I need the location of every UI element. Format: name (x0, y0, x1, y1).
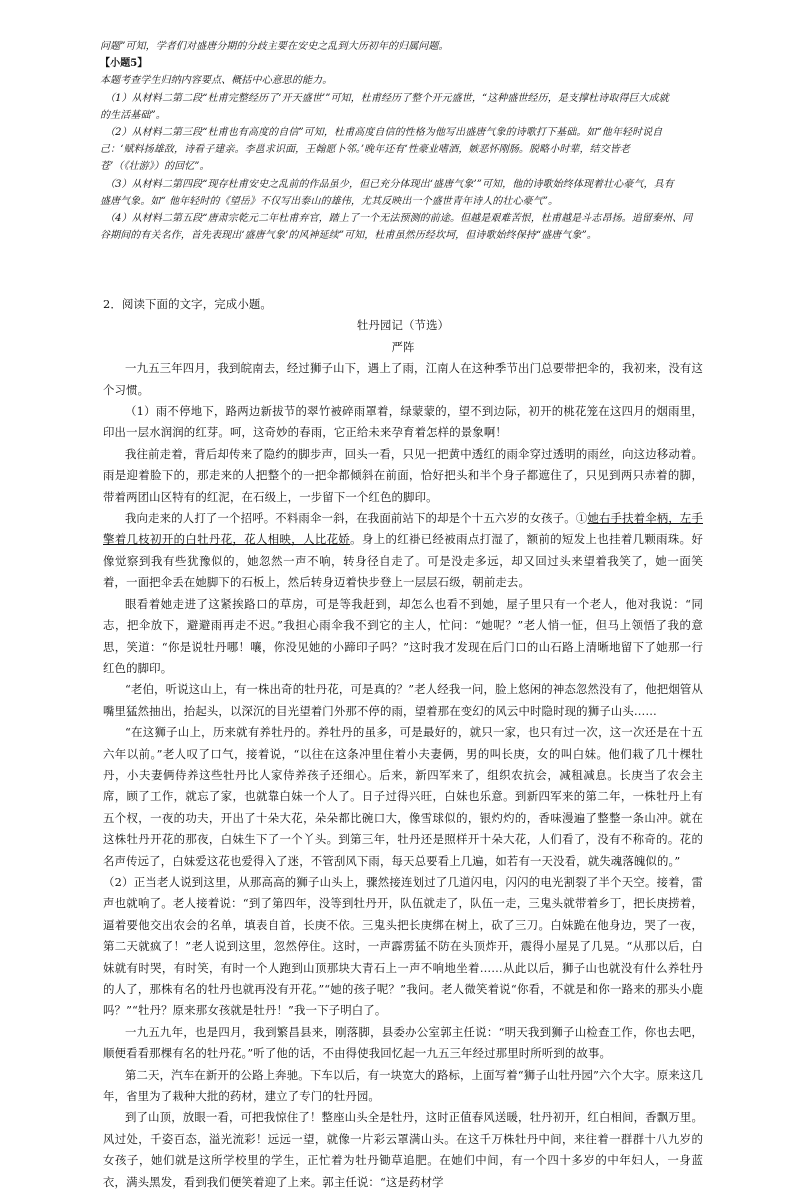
passage-paragraph: “老伯，听说这山上，有一株出奇的牡丹花，可是真的？”老人经我一问，脸上悠闲的神态忽然没有了，他把烟管从嘴里猛然抽出，抬起头，以深沉的目光望着门外那不停的雨，望着那在变幻的风云中时隐时现的狮子山头…… (103, 682, 703, 718)
answer-point-1a: （1）从材料二第二段“杜甫完整经历了‘开天盛世’”可知，杜甫经历了整个开元盛世，“这种盛世经历，是支撑杜诗取得巨大成就 (105, 92, 669, 104)
passage-author: 严阵 (391, 339, 415, 354)
answer-point-2b: 己：‘赋料扬雄敌，诗看子建亲。李邕求识面，王翰愿卜邻。’晚年还有‘性豪业嗜酒，嫉恶怀刚肠。脱略小时辈，结交皆老 (100, 144, 631, 156)
question-2-section (103, 294, 703, 1193)
answer-intro: 本题考查学生归纳内容要点、概括中心意思的能力。 (100, 75, 333, 87)
answer-point-2c: 苍’（《壮游》）的回忆”。 (100, 161, 210, 173)
passage-title: 牡丹园记（节选） (356, 318, 450, 333)
answer-explanation-section (100, 38, 700, 244)
answer-point-4a: （4）从材料二第五段“唐肃宗乾元二年杜甫弃官，踏上了一个无法预测的前途。但越是艰难苦恨，杜甫越是斗志昂扬。追留秦州、同 (105, 213, 693, 225)
passage-paragraph: 我往前走着，背后却传来了隐约的脚步声，回头一看，只见一把黄中透红的雨伞穿过透明的雨丝，向这边移动着。雨是迎着脸下的，那走来的人把整个的一把伞都倾斜在前面，恰好把头和半个身子都遮住了，只见到两只赤着的脚，带着两团山区特有的红泥，在石级上，一步留下一个红色的脚印。 (103, 446, 703, 504)
passage-paragraph: 一九五三年四月，我到皖南去，经过狮子山下，遇上了雨，江南人在这种季节出门总要带把伞的，我初来，没有这个习惯。 (103, 361, 703, 397)
paragraph-text: 我向走来的人打了一个招呼。不料雨伞一斜，在我面前站下的却是个十五六岁的女孩子。① (125, 511, 588, 526)
subquestion-label: 【小题5】 (100, 58, 148, 70)
passage-paragraph-with-underline (103, 508, 703, 594)
question-prompt: 2．阅读下面的文字，完成小题。 (103, 297, 272, 311)
underlined-sentence: 她右手扶着伞柄，左手擎着几枝初开的白牡丹花，花人相映，人比花娇 (103, 511, 703, 547)
answer-point-2a: （2）从材料二第三段“杜甫也有高度的自信”可知，杜甫高度自信的性格为他写出盛唐气象的诗歌打下基础。如“他年轻时说自 (105, 127, 663, 139)
answer-line: 问题”可知，学者们对盛唐分期的分歧主要在安史之乱到大历初年的归属问题。 (100, 41, 449, 52)
paragraph-text: 。身上的红褂已经被雨点打湿了，额前的短发上也挂着几颗雨珠。好像觉察到我有些犹豫似的，她忽然一声不响，转身径自走了。可是没走多远，却又回过头来望着我笑了，她一面笑着，一面把伞丢在她脚下的石板上，然后转身迈着快步登上一层层石级，朝前走去。 (103, 532, 703, 590)
passage-paragraph: 眼看着她走进了这紧挨路口的草房，可是等我赶到，却怎么也看不到她，屋子里只有一个老人，他对我说：“同志，把伞放下，避避雨再走不迟。”我担心雨伞我不到它的主人，忙问：“她呢？”老人悄一怔，但马上领悟了我的意思，笑道：“你是说牡丹哪！嚷，你没见她的小蹄印子吗？”这时我才发现在后门口的山石路上清晰地留下了她那一行红色的脚印。 (103, 596, 703, 675)
passage-paragraph: （1）雨不停地下，路两边新拔节的翠竹被碎雨罩着，绿蒙蒙的，望不到边际，初开的桃花笼在这四月的烟雨里，印出一层水润润的红芽。呵，这奇妙的春雨，它正给未来孕育着怎样的景象啊！ (103, 404, 703, 440)
answer-point-3b: 盛唐气象。如“ 他年轻时的《望岳》不仅写出泰山的雄伟，尤其反映出一个盛世青年诗人的壮心豪气”。 (100, 195, 559, 207)
passage-paragraph: 到了山顶，放眼一看，可把我惊住了！整座山头全是牡丹，这时正值春风送暖，牡丹初开，红白相间，香飘万里。风过处，千姿百态，溢光流彩！远远一望，就像一片彩云罩满山头。在这千万株牡丹中间，来往着一群群十八九岁的女孩子，她们就是这所学校里的学生，正忙着为牡丹锄草追肥。在她们中间，有一个四十多岁的中年妇人，一身蓝衣，满头黑发，看到我们便笑着迎了上来。郭主任说：“这是药材学 (103, 1110, 703, 1189)
passage-paragraph: “在这狮子山上，历来就有养牡丹的。养牡丹的虽多，可是最好的，就只一家，也只有过一次，这一次还是在十五六年以前。”老人叹了口气，接着说，“以往在这条冲里住着小夫妻俩，男的叫长庚，女的叫白妹。他们栽了几十棵牡丹，小夫妻俩侍养这些牡丹比人家侍养孩子还细心。后来，新四军来了，组织农抗会，减租减息。长庚当了农会主席，顾了工作，就忘了家，也就靠白妹一个人了。日子过得兴旺，白妹也乐意。到新四军来的第二年，一株牡丹上有五个杈，一夜的功夫，开出了十朵大花，朵朵都比碗口大，像雪球似的，银灼灼的，香味漫遍了整整一条山冲。就在这株牡丹开花的那夜，白妹生下了一个丫头。到第三年，牡丹还是照样开十朵大花，人们看了，没有不称奇的。花的名声传远了，白妹爱这花也爱得入了迷，不管刮风下雨，每天总要看上几遍，如若有一天没看，就失魂落魄似的。” (103, 725, 703, 868)
answer-point-4b: 谷期间的有关名作，首先表现出‘盛唐气象’的风神延续”可知，杜甫虽然历经坎坷，但诗歌始终保持“盛唐气象”。 (100, 230, 597, 242)
passage-paragraph: 一九五九年，也是四月，我到繁昌县来，刚落脚，县委办公室郭主任说：“明天我到狮子山检查工作，你也去吧，顺便看看那棵有名的牡丹花。”听了他的话，不由得使我回忆起一九五三年经过那里时所听到的故事。 (103, 1024, 703, 1061)
passage-paragraph: （2）正当老人说到这里，从那高高的狮子山头上，骤然接连划过了几道闪电，闪闪的电光割裂了半个天空。接着，雷声也就响了。老人接着说：“到了第四年，没等到牡丹开，队伍就走了，队伍一走，三鬼头就带着乡丁，把长庚捞着，逼着要他交出农会的名单，填表自首，长庚不依。三鬼头把长庚绑在树上，砍了三刀。白妹跪在他身边，哭了一夜，第二天就疯了！”老人说到这里，忽然停住。这时，一声霹雳猛不防在头顶炸开，震得小屋晃了几晃。“从那以后，白妹就有时哭，有时笑，有时一个人跑到山顶那块大青石上一声不响地坐着……从此以后，狮子山也就没有什么养牡丹的人了，那株有名的牡丹也就再没有开花。”“她的孩子呢？”我问。老人微笑着说“你看，不就是和你一路来的那头小鹿吗？”“牡丹？原来那女孩就是牡丹！”我一下子明白了。 (103, 874, 703, 1018)
answer-point-1b: 的生活基础”。 (100, 109, 166, 121)
answer-point-3a: （3）从材料二第四段“现存杜甫安史之乱前的作品虽少，但已充分体现出‘盛唐气象’”可知，他的诗歌始终体现着壮心豪气，具有 (105, 178, 674, 190)
passage-paragraph: 第二天，汽车在新开的公路上奔驰。下车以后，有一块宽大的路标，上面写着“狮子山牡丹园”六个大字。原来这几年，省里为了栽种大批的药材，建立了专门的牡丹园。 (103, 1067, 703, 1104)
